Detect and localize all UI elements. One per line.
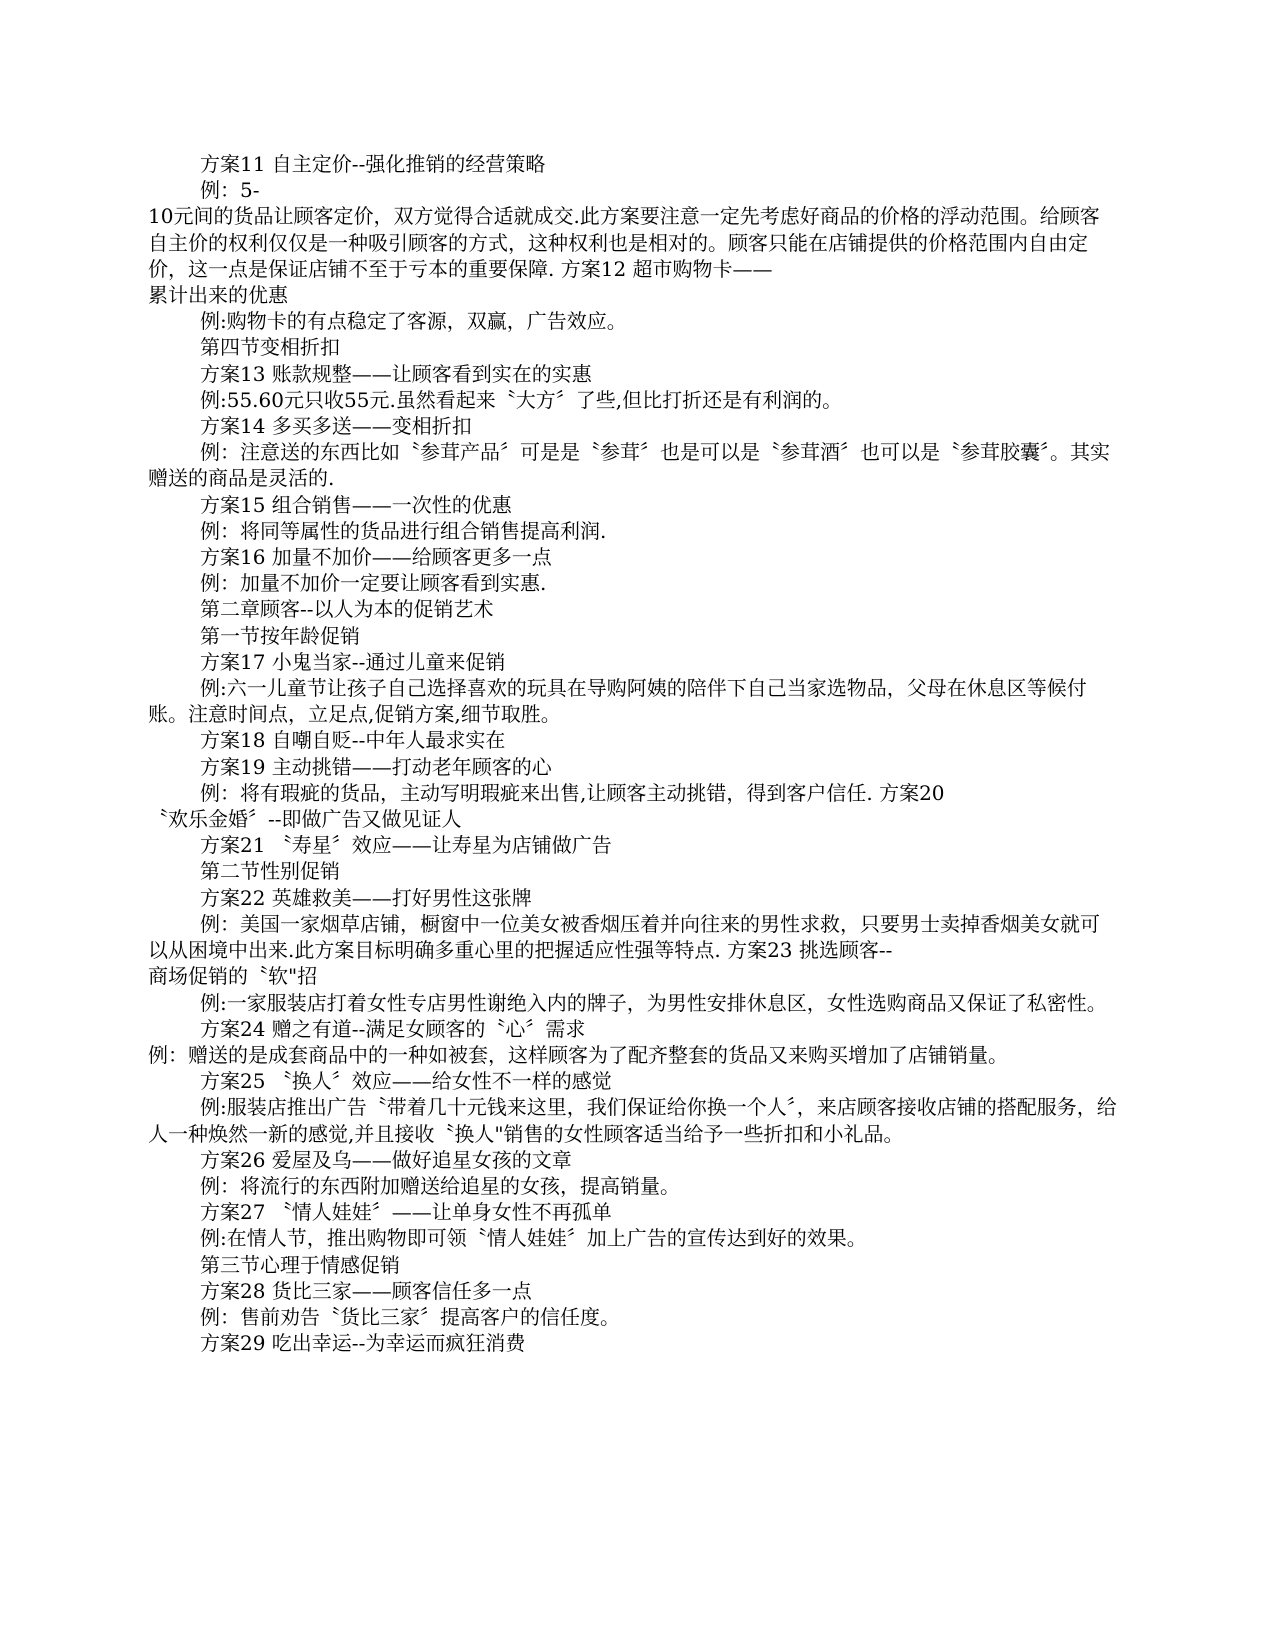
body-paragraph: 方案16 加量不加价——给顾客更多一点 [200,545,552,570]
body-paragraph: 方案17 小鬼当家--通过儿童来促销 [200,649,506,674]
body-paragraph: 方案21 〝寿星〞效应——让寿星为店铺做广告 [200,833,612,858]
body-paragraph: 例:55.60元只收55元.虽然看起来〝大方〞了些,但比打折还是有利润的。 [200,387,843,412]
body-paragraph: 累计出来的优惠 [148,283,288,308]
body-paragraph: 方案26 爱屋及乌——做好追星女孩的文章 [200,1147,572,1172]
body-paragraph: 方案28 货比三家——顾客信任多一点 [200,1278,532,1303]
body-paragraph: 方案19 主动挑错——打动老年顾客的心 [200,754,552,779]
body-paragraph: 例：将流行的东西附加赠送给追星的女孩，提高销量。 [200,1173,680,1198]
body-paragraph: 例：售前劝告〝货比三家〞提高客户的信任度。 [200,1304,620,1329]
body-paragraph: 10元间的货品让顾客定价，双方觉得合适就成交.此方案要注意一定先考虑好商品的价格的浮动范围。给顾客自主价的权利仅仅是一种吸引顾客的方式，这种权利也是相对的。顾客只能在店铺提供的价格范围内自由定价，这一点是保证店铺不至于亏本的重要保障. 方案12 超市购物卡—— [148,204,1100,281]
body-paragraph: 例：加量不加价一定要让顾客看到实惠. [200,571,547,596]
body-paragraph: 方案13 账款规整——让顾客看到实在的实惠 [200,361,592,386]
body-paragraph: 方案15 组合销售——一次性的优惠 [200,492,512,517]
body-paragraph: 例：赠送的是成套商品中的一种如被套，这样顾客为了配齐整套的货品又来购买增加了店铺销量。 [148,1042,1008,1067]
body-paragraph: 例:在情人节，推出购物即可领〝情人娃娃〞加上广告的宣传达到好的效果。 [200,1226,867,1251]
body-paragraph: 例:购物卡的有点稳定了客源，双赢，广告效应。 [200,309,627,334]
body-paragraph: 方案18 自嘲自贬--中年人最求实在 [200,728,506,753]
body-paragraph: 例：注意送的东西比如〝参茸产品〞可是是〝参茸〞也是可以是〝参茸酒〞也可以是〝参茸胶囊〞。其实赠送的商品是灵活的. [148,440,1110,491]
body-paragraph: 例：5- [200,178,260,203]
body-paragraph: 例:一家服装店打着女性专店男性谢绝入内的牌子，为男性安排休息区，女性选购商品又保证了私密性。 [200,990,1107,1015]
body-paragraph: 方案22 英雄救美——打好男性这张牌 [200,885,532,910]
body-paragraph: 例：将有瑕疵的货品，主动写明瑕疵来出售,让顾客主动挑错，得到客户信任. 方案20 [200,780,945,805]
body-paragraph: 方案11 自主定价--强化推销的经营策略 [200,152,546,176]
body-paragraph: 第四节变相折扣 [200,335,340,360]
body-paragraph: 第二节性别促销 [200,859,340,884]
body-paragraph: 例：美国一家烟草店铺，橱窗中一位美女被香烟压着并向往来的男性求救，只要男士卖掉香烟美女就可以从困境中出来.此方案目标明确多重心里的把握适应性强等特点. 方案23 挑选顾客-- [148,911,1100,963]
body-paragraph: 例:服装店推出广告〝带着几十元钱来这里，我们保证给你换一个人〞，来店顾客接收店铺的搭配服务，给人一种焕然一新的感觉,并且接收〝换人"销售的女性顾客适当给予一些折扣和小礼品。 [148,1095,1117,1146]
body-paragraph: 例：将同等属性的货品进行组合销售提高利润. [200,518,607,543]
body-paragraph: 方案25 〝换人〞效应——给女性不一样的感觉 [200,1069,612,1094]
body-paragraph: 第三节心理于情感促销 [200,1252,400,1277]
body-paragraph: 方案29 吃出幸运--为幸运而疯狂消费 [200,1331,526,1356]
body-paragraph: 方案27 〝情人娃娃〞——让单身女性不再孤单 [200,1200,612,1225]
body-paragraph: 方案14 多买多送——变相折扣 [200,414,472,439]
body-paragraph: 方案24 赠之有道--满足女顾客的〝心〞需求 [200,1016,586,1041]
body-paragraph: 第一节按年龄促销 [200,623,360,648]
body-paragraph: 〝欢乐金婚〞--即做广告又做见证人 [148,807,462,832]
document-body [148,151,1118,1356]
body-paragraph: 第二章顾客--以人为本的促销艺术 [200,597,494,622]
body-paragraph: 例:六一儿童节让孩子自己选择喜欢的玩具在导购阿姨的陪伴下自己当家选物品，父母在休息区等候付账。注意时间点，立足点,促销方案,细节取胜。 [148,676,1087,727]
body-paragraph: 商场促销的〝软"招 [148,964,318,989]
